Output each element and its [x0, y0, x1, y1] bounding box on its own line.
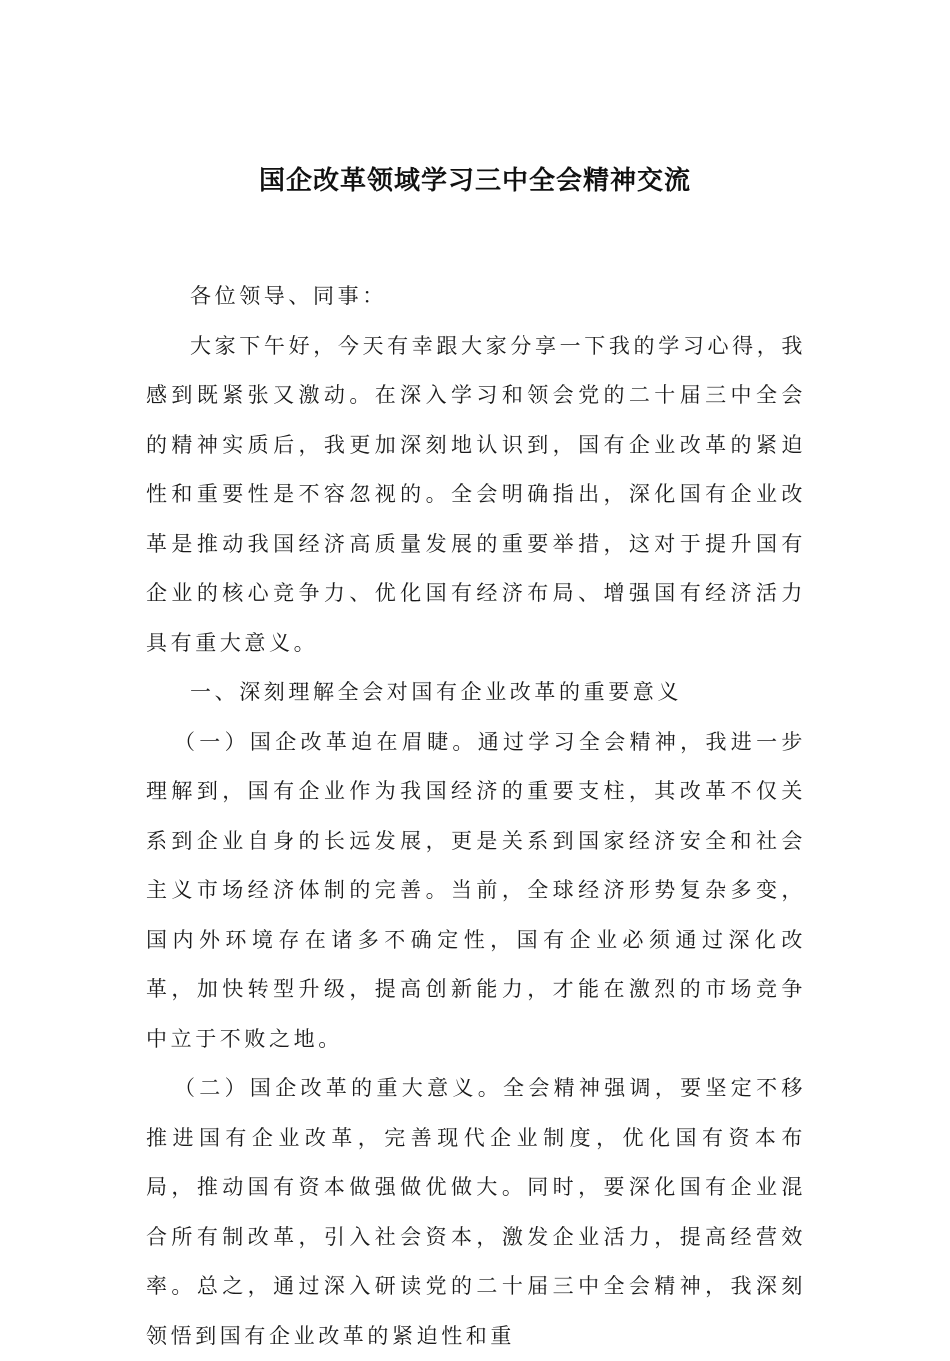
subsection-paragraph-1: （一）国企改革迫在眉睫。通过学习全会精神，我进一步理解到，国有企业作为我国经济的重要支柱，其改革不仅关系到企业自身的长远发展，更是关系到国家经济安全和社会主义市场经济体制的完善。当前，全球经济形势复杂多变，国内外环境存在诸多不确定性，国有企业必须通过深化改革，加快转型升级，提高创新能力，才能在激烈的市场竞争中立于不败之地。 — [146, 729, 806, 1051]
section-heading: 一、深刻理解全会对国有企业改革的重要意义 — [190, 680, 682, 704]
opening-paragraph: 大家下午好，今天有幸跟大家分享一下我的学习心得，我感到既紧张又激动。在深入学习和领会党的二十届三中全会的精神实质后，我更加深刻地认识到，国有企业改革的紧迫性和重要性是不容忽视的。全会明确指出，深化国有企业改革是推动我国经济高质量发展的重要举措，这对于提升国有企业的核心竞争力、优化国有经济布局、增强国有经济活力具有重大意义。 — [146, 333, 806, 655]
salutation-paragraph: 各位领导、同事： — [190, 284, 387, 308]
subsection-paragraph-2: （二）国企改革的重大意义。全会精神强调，要坚定不移推进国有企业改革，完善现代企业制度，优化国有资本布局，推动国有资本做强做优做大。同时，要深化国有企业混合所有制改革，引入社会资本，激发企业活力，提高经营效率。总之，通过深入研读党的二十届三中全会精神，我深刻领悟到国有企业改革的紧迫性和重 — [146, 1076, 806, 1348]
document-body — [146, 272, 806, 1361]
document-title: 国企改革领域学习三中全会精神交流 — [258, 166, 691, 196]
